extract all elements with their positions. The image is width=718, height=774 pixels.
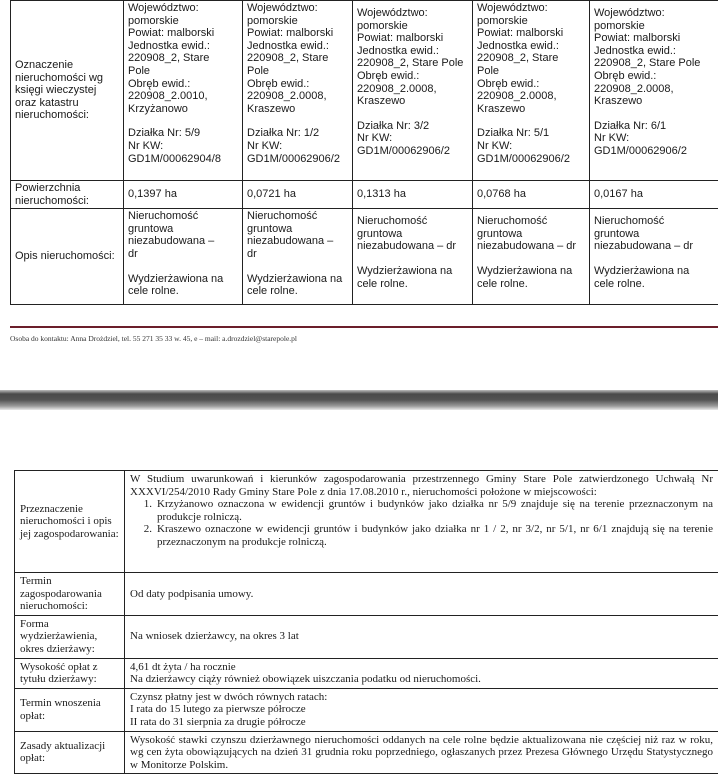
row-label-zasady: Zasady aktualizacji opłat: [15, 731, 125, 774]
przeznaczenie-intro: W Studium uwarunkowań i kierunków zagospodarowania przestrzennego Gminy Stare Pole zatwierdzonego Uchwałą Nr XXXVI/254/2010 Rady Gminy Stare Pole z dnia 17.08.2010 r., nieruchomości położone w miejscowości: [130, 473, 713, 498]
wysokosc-cell [125, 658, 718, 688]
parcel-use: Wydzierżawiona na cele rolne. [477, 265, 585, 290]
row-label-opis: Opis nieruchomości: [11, 209, 124, 305]
list-item-text: Kraszewo oznaczone w ewidencji gruntów i budynków jako działka nr 1 / 2, nr 3/2, nr 5/1, nr 6/1 znajdują się na terenie przeznaczonym na produkcje rolniczą. [157, 523, 713, 548]
installments-intro: Czynsz płatny jest w dwóch równych ratach: [130, 691, 713, 704]
parcel-desc-cell [473, 209, 590, 305]
parcel-desc: Nieruchomość gruntowa niezabudowana – dr [357, 215, 468, 253]
list-item-number: 2. [130, 523, 157, 548]
row-label-forma: Forma wydzierżawienia, okres dzierżawy: [15, 615, 125, 658]
parcel-use: Wydzierżawiona na cele rolne. [594, 265, 714, 290]
list-item [130, 498, 713, 523]
parcel-desc: Nieruchomość gruntowa niezabudowana – dr [247, 210, 348, 260]
parcel-desc-cell [353, 209, 473, 305]
parcel-id: Działka Nr: 5/9 Nr KW: GD1M/00062904/8 [128, 127, 238, 165]
list-item-text: Krzyżanowo oznaczona w ewidencji gruntów i budynków jako działka nr 5/9 znajduje się na terenie przeznaczonym na produkcje rolniczą. [157, 498, 713, 523]
list-item [130, 523, 713, 548]
page-footer [10, 326, 718, 343]
parcel-cell [473, 1, 590, 181]
parcel-area: 0,0721 ha [243, 181, 353, 209]
parcel-id: Działka Nr: 1/2 Nr KW: GD1M/00062906/2 [247, 127, 348, 165]
zasady-value: Wysokość stawki czynszu dzierżawnego nieruchomości oddanych na cele rolne będzie aktualizowana nie częściej niż raz w roku, wg cen żyta obowiązujących na dzień 31 grudnia roku poprzedniego, ogłaszanych przez Prezesa Głównego Urzędu Statystycznego w Monitorze Polskim. [125, 731, 718, 774]
row-label-powierzchnia: Powierzchnia nieruchomości: [11, 181, 124, 209]
forma-value: Na wniosek dzierżawcy, na okres 3 lat [125, 615, 718, 658]
row-label-termin-wnoszenia: Termin wnoszenia opłat: [15, 688, 125, 731]
installment-1: I rata do 15 lutego za pierwsze półrocze [130, 703, 713, 716]
przeznaczenie-cell [125, 471, 718, 573]
row-label-przeznaczenie: Przeznaczenie nieruchomości i opis jej zagospodarowania: [15, 471, 125, 573]
parcel-location: Województwo: pomorskie Powiat: malborski Jednostka ewid.: 220908_2, Stare Pole Obręb ewid.: 220908_2.0008, Kraszewo [357, 7, 468, 108]
parcel-cell [124, 1, 243, 181]
parcel-use: Wydzierżawiona na cele rolne. [357, 265, 468, 290]
table-row [11, 1, 718, 181]
parcel-id: Działka Nr: 5/1 Nr KW: GD1M/00062906/2 [477, 127, 585, 165]
parcel-id: Działka Nr: 3/2 Nr KW: GD1M/00062906/2 [357, 120, 468, 158]
termin-wnoszenia-cell [125, 688, 718, 731]
rate-line: 4,61 dt żyta / ha rocznie [130, 661, 713, 674]
parcel-id: Działka Nr: 6/1 Nr KW: GD1M/00062906/2 [594, 120, 714, 158]
parcel-use: Wydzierżawiona na cele rolne. [128, 273, 238, 298]
parcel-area: 0,1313 ha [353, 181, 473, 209]
parcel-location: Województwo: pomorskie Powiat: malborski Jednostka ewid.: 220908_2, Stare Pole Obręb ewid.: 220908_2.0008, Kraszewo [247, 2, 348, 115]
row-label-oznaczenie: Oznaczenie nieruchomości wg księgi wieczystej oraz katastru nieruchomości: [11, 1, 124, 181]
parcel-location: Województwo: pomorskie Powiat: malborski Jednostka ewid.: 220908_2, Stare Pole Obręb ewid.: 220908_2.0010, Krzyżanowo [128, 2, 238, 115]
table-row [15, 615, 718, 658]
row-label-wysokosc: Wysokość opłat z tytułu dzierżawy: [15, 658, 125, 688]
page-separator [0, 390, 718, 410]
parcel-desc-cell [590, 209, 718, 305]
table-row [15, 658, 718, 688]
parcel-cell [590, 1, 718, 181]
table-row [11, 209, 718, 305]
parcel-location: Województwo: pomorskie Powiat: malborski Jednostka ewid.: 220908_2, Stare Pole Obręb ewid.: 220908_2.0008, Kraszewo [594, 7, 714, 108]
list-item-number: 1. [130, 498, 157, 523]
table-row [11, 181, 718, 209]
parcel-cell [243, 1, 353, 181]
parcel-area: 0,0768 ha [473, 181, 590, 209]
parcel-use: Wydzierżawiona na cele rolne. [247, 273, 348, 298]
table-row [15, 688, 718, 731]
row-label-termin: Termin zagospodarowania nieruchomości: [15, 573, 125, 616]
tax-note: Na dzierżawcy ciąży również obowiązek uiszczania podatku od nieruchomości. [130, 673, 713, 686]
parcel-desc-cell [124, 209, 243, 305]
table-row [15, 471, 718, 573]
table-row [15, 573, 718, 616]
parcel-desc-cell [243, 209, 353, 305]
parcels-table [10, 0, 718, 305]
parcel-desc: Nieruchomość gruntowa niezabudowana – dr [594, 215, 714, 253]
installment-2: II rata do 31 sierpnia za drugie półrocze [130, 716, 713, 729]
parcel-location: Województwo: pomorskie Powiat: malborski Jednostka ewid.: 220908_2, Stare Pole Obręb ewid.: 220908_2.0008, Kraszewo [477, 2, 585, 115]
termin-value: Od daty podpisania umowy. [125, 573, 718, 616]
contact-line: Osoba do kontaktu: Anna Drożdziel, tel. 55 271 35 33 w. 45, e – mail: a.drozdziel@starepole.pl [10, 334, 718, 343]
parcel-desc: Nieruchomość gruntowa niezabudowana – dr [128, 210, 238, 260]
parcel-cell [353, 1, 473, 181]
lease-terms-table [14, 470, 718, 774]
parcel-area: 0,1397 ha [124, 181, 243, 209]
parcel-desc: Nieruchomość gruntowa niezabudowana – dr [477, 215, 585, 253]
footer-rule [10, 326, 718, 328]
parcel-area: 0,0167 ha [590, 181, 718, 209]
table-row [15, 731, 718, 774]
